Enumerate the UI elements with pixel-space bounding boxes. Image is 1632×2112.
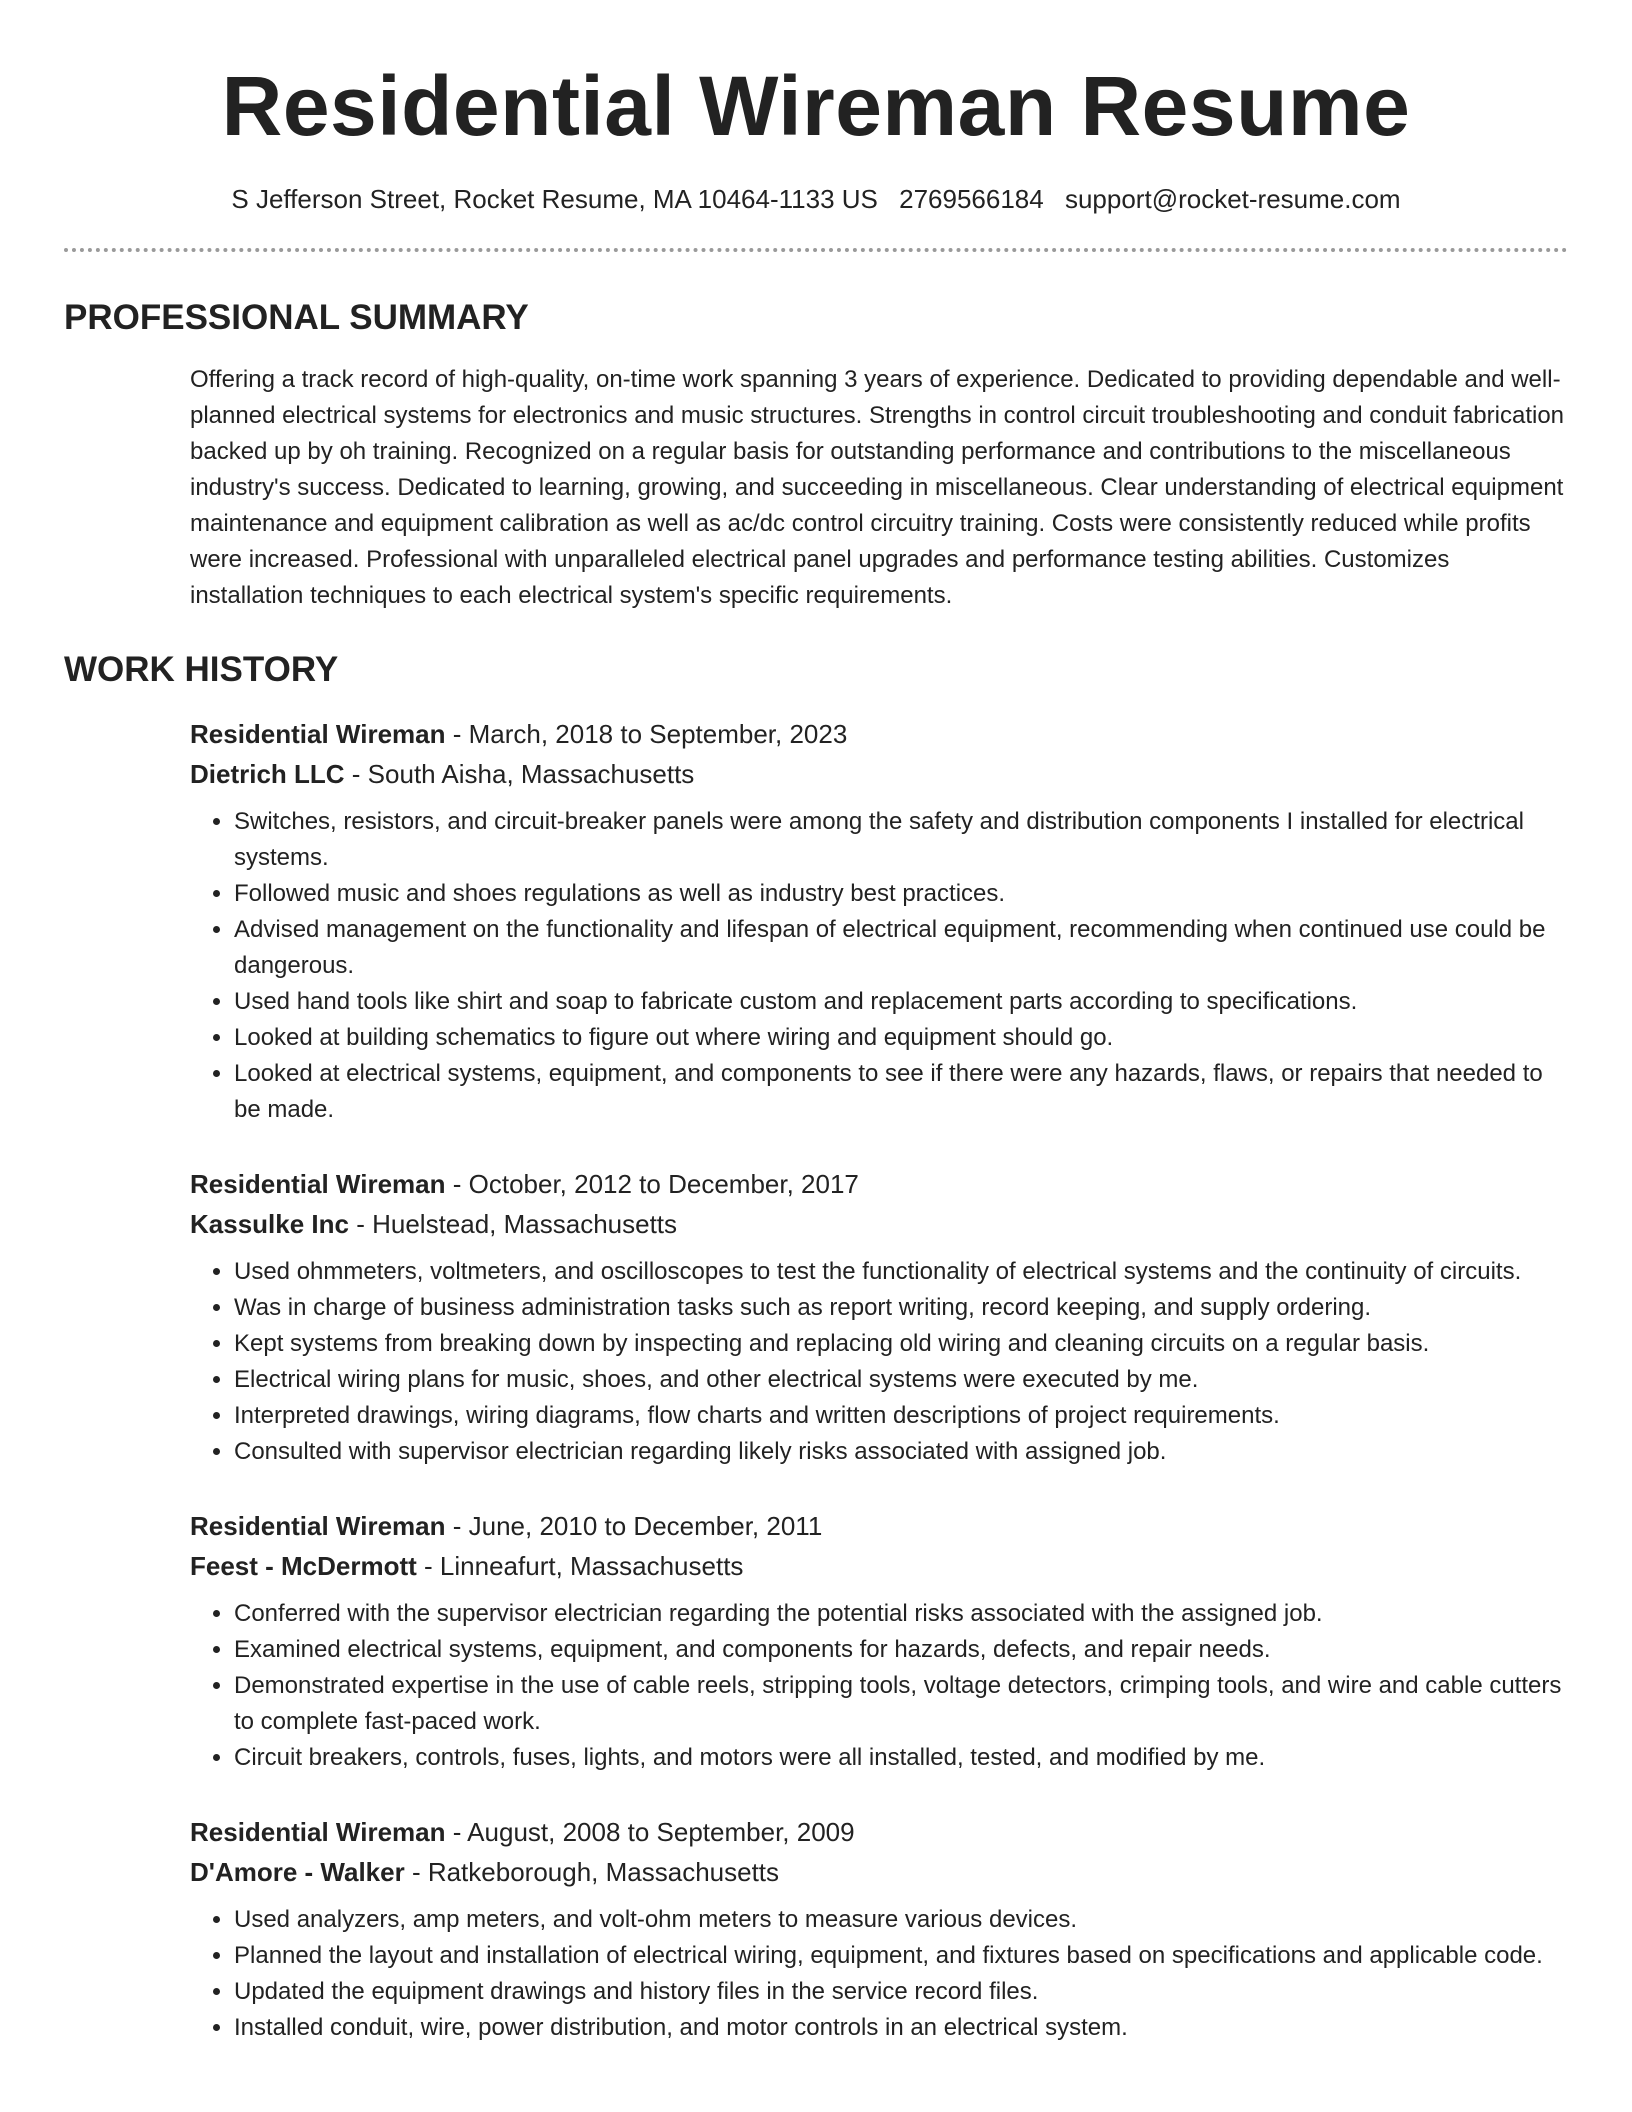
job-bullet: • Advised management on the functionality and lifespan of electrical equipment, recommending when continued use could be dangerous. bbox=[234, 912, 1568, 984]
job-bullet: • Kept systems from breaking down by inspecting and replacing old wiring and cleaning circuits on a regular basis. bbox=[234, 1326, 1568, 1362]
job-bullet: • Switches, resistors, and circuit-breaker panels were among the safety and distribution components I installed for electrical systems. bbox=[234, 804, 1568, 876]
job-bullet: • Looked at electrical systems, equipment, and components to see if there were any hazards, flaws, or repairs that needed to be made. bbox=[234, 1056, 1568, 1128]
job-location: - Linneafurt, Massachusetts bbox=[416, 1551, 744, 1581]
job-dates: - March, 2018 to September, 2023 bbox=[445, 719, 848, 749]
job-bullet: • Was in charge of business administration tasks such as report writing, record keeping, and supply ordering. bbox=[234, 1290, 1568, 1326]
summary-text: Offering a track record of high-quality, on-time work spanning 3 years of experience. Dedicated to providing dependable and well-planned electrical systems for electronics and music structures. Strengths in control circuit troubleshooting and conduit fabrication backed up by oh training. Recognized on a regular basis for outstanding performance and contributions to the miscellaneous industry's success. Dedicated to learning, growing, and succeeding in miscellaneous. Clear understanding of electrical equipment maintenance and equipment calibration as well as ac/dc control circuitry training. Costs were consistently reduced while profits were increased. Professional with unparalleled electrical panel upgrades and performance testing abilities. Customizes installation techniques to each electrical system's specific requirements. bbox=[190, 366, 1565, 609]
job-bullets bbox=[190, 1596, 1568, 1776]
job-title-line bbox=[190, 1812, 1568, 1852]
job-location: - Ratkeborough, Massachusetts bbox=[404, 1857, 780, 1887]
header-divider bbox=[64, 248, 1568, 252]
job-bullet: • Consulted with supervisor electrician regarding likely risks associated with assigned job. bbox=[234, 1434, 1568, 1470]
job-entry bbox=[190, 1812, 1568, 2046]
job-dates: - October, 2012 to December, 2017 bbox=[445, 1169, 859, 1199]
job-company-line bbox=[190, 1546, 1568, 1586]
job-dates: - August, 2008 to September, 2009 bbox=[445, 1817, 855, 1847]
job-bullet: • Looked at building schematics to figure out where wiring and equipment should go. bbox=[234, 1020, 1568, 1056]
job-bullet: • Used hand tools like shirt and soap to fabricate custom and replacement parts according to specifications. bbox=[234, 984, 1568, 1020]
job-title-line bbox=[190, 714, 1568, 754]
job-bullets bbox=[190, 1902, 1568, 2046]
job-company-line bbox=[190, 1852, 1568, 1892]
job-bullet: • Conferred with the supervisor electrician regarding the potential risks associated with the assigned job. bbox=[234, 1596, 1568, 1632]
job-location: - South Aisha, Massachusetts bbox=[344, 759, 695, 789]
contact-line bbox=[64, 182, 1568, 216]
job-title: Residential Wireman bbox=[190, 719, 446, 749]
job-entry bbox=[190, 1506, 1568, 1776]
job-entry bbox=[190, 1164, 1568, 1470]
job-company: Kassulke Inc bbox=[190, 1209, 349, 1239]
job-bullet: • Installed conduit, wire, power distribution, and motor controls in an electrical system. bbox=[234, 2010, 1568, 2046]
job-bullet: • Demonstrated expertise in the use of cable reels, stripping tools, voltage detectors, crimping tools, and wire and cable cutters to complete fast-paced work. bbox=[234, 1668, 1568, 1740]
job-company-line bbox=[190, 754, 1568, 794]
job-title-line bbox=[190, 1164, 1568, 1204]
job-company: Dietrich LLC bbox=[190, 759, 345, 789]
job-bullet: • Used analyzers, amp meters, and volt-ohm meters to measure various devices. bbox=[234, 1902, 1568, 1938]
job-company-line bbox=[190, 1204, 1568, 1244]
job-bullet: • Planned the layout and installation of electrical wiring, equipment, and fixtures based on specifications and applicable code. bbox=[234, 1938, 1568, 1974]
contact-address: S Jefferson Street, Rocket Resume, MA 10464-1133 US bbox=[231, 184, 878, 214]
contact-email: support@rocket-resume.com bbox=[1064, 184, 1401, 214]
job-bullet: • Interpreted drawings, wiring diagrams, flow charts and written descriptions of project requirements. bbox=[234, 1398, 1568, 1434]
resume-title: Residential Wireman Resume bbox=[221, 59, 1411, 153]
job-company: Feest - McDermott bbox=[190, 1551, 417, 1581]
job-bullets bbox=[190, 1254, 1568, 1470]
work-history-heading: WORK HISTORY bbox=[64, 650, 339, 689]
job-bullet: • Examined electrical systems, equipment, and components for hazards, defects, and repair needs. bbox=[234, 1632, 1568, 1668]
job-title: Residential Wireman bbox=[190, 1817, 446, 1847]
job-title-line bbox=[190, 1506, 1568, 1546]
job-location: - Huelstead, Massachusetts bbox=[348, 1209, 678, 1239]
job-bullet: • Used ohmmeters, voltmeters, and oscilloscopes to test the functionality of electrical systems and the continuity of circuits. bbox=[234, 1254, 1568, 1290]
job-bullet: • Followed music and shoes regulations as well as industry best practices. bbox=[234, 876, 1568, 912]
job-dates: - June, 2010 to December, 2011 bbox=[445, 1511, 823, 1541]
job-entry bbox=[190, 714, 1568, 1128]
job-title: Residential Wireman bbox=[190, 1511, 446, 1541]
job-bullet: • Circuit breakers, controls, fuses, lights, and motors were all installed, tested, and modified by me. bbox=[234, 1740, 1568, 1776]
summary-heading: PROFESSIONAL SUMMARY bbox=[64, 298, 529, 337]
contact-phone: 2769566184 bbox=[899, 184, 1044, 214]
job-company: D'Amore - Walker bbox=[190, 1857, 405, 1887]
job-bullet: • Updated the equipment drawings and history files in the service record files. bbox=[234, 1974, 1568, 2010]
job-title: Residential Wireman bbox=[190, 1169, 446, 1199]
job-bullet: • Electrical wiring plans for music, shoes, and other electrical systems were executed by me. bbox=[234, 1362, 1568, 1398]
job-bullets bbox=[190, 804, 1568, 1128]
